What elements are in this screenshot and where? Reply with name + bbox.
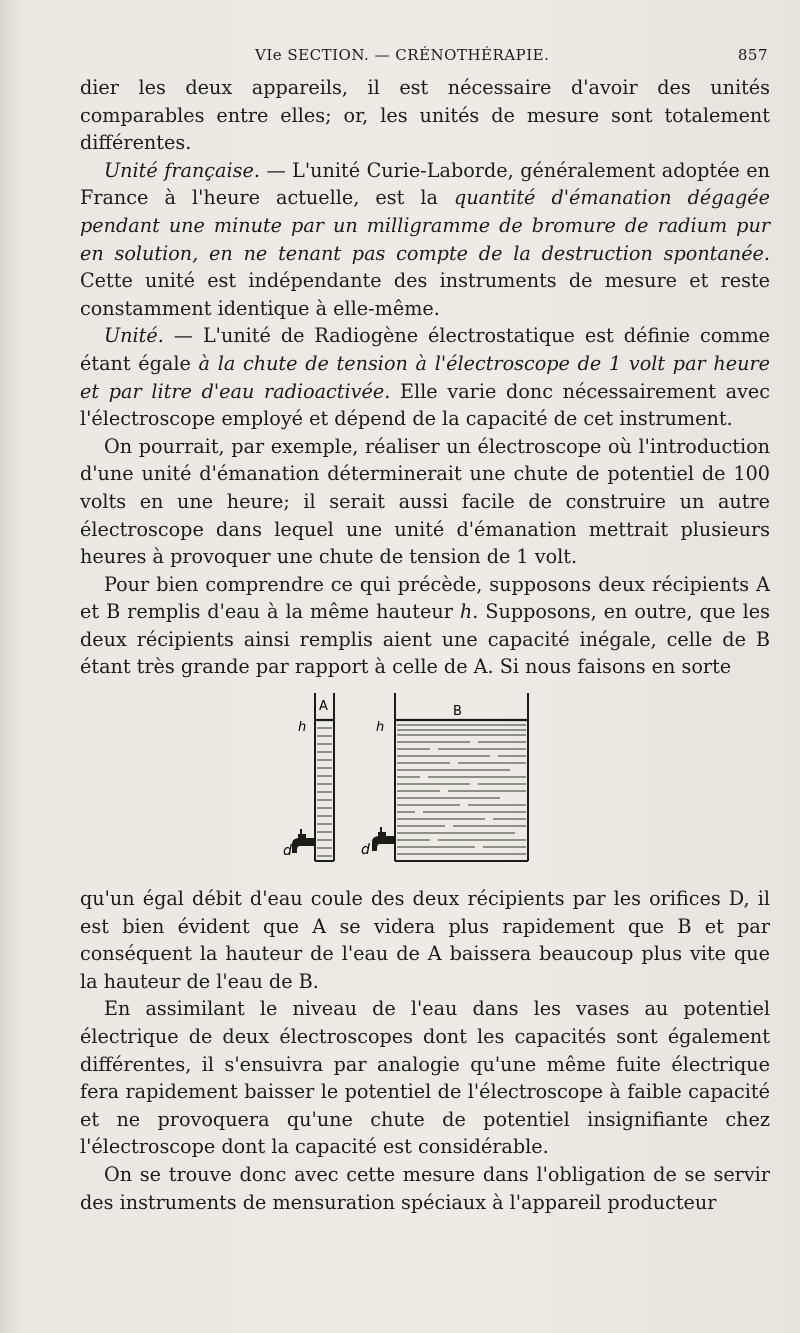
- paragraph: [80, 1161, 770, 1216]
- vessel-label-a: A: [319, 699, 328, 714]
- vessels-figure: [270, 688, 540, 873]
- orifice-label-b: d: [361, 842, 370, 858]
- text-run: dier les deux appareils, il est nécessaire d'avoir des unités comparables entre elles; or, les unités de mesure sont totalement différentes.: [80, 76, 770, 155]
- text-run: En assimilant le niveau de l'eau dans les vases au potentiel électrique de deux électroscopes dont les capacités sont également différentes, il s'ensuivra par analogie qu'une même fuite électrique fera rapidement baisser le potentiel de l'électroscope à faible capacité et ne provoquera qu'une chute de potentiel insignifiante chez l'électroscope dont la capacité est considérable.: [80, 997, 770, 1159]
- paragraph: [80, 885, 770, 995]
- italic-run: h: [459, 600, 473, 624]
- text-run: On se trouve donc avec cette mesure dans l'obligation de se servir des instruments de mensuration spéciaux à l'appareil producteur: [80, 1162, 770, 1214]
- paragraph: [80, 995, 770, 1161]
- water-b: [396, 720, 527, 854]
- tap-a-icon: [292, 829, 315, 853]
- vessel-label-b: B: [453, 704, 462, 719]
- tap-b-icon: [372, 827, 395, 851]
- section-title: VIe SECTION. — CRÉNOTHÉRAPIE.: [255, 46, 550, 64]
- text-run: qu'un égal débit d'eau coule des deux récipients par les orifices D, il est bien évident que A se videra plus rapidement que B et par conséquent la hauteur de l'eau de A baissera beaucoup plus vite que la hauteur de l'eau de B.: [80, 887, 770, 993]
- italic-run: Unité.: [104, 324, 164, 348]
- paragraph: [80, 571, 770, 681]
- text-run: Elle varie donc nécessairement avec l'électroscope employé et dépend de la capacité de cet instrument.: [80, 379, 771, 431]
- running-header: [80, 46, 768, 72]
- italic-run: quantité d'émanation dégagée pendant une minute par un milligramme de bromure de radium pur en solution, en ne tenant pas compte de la destruction spontanée.: [80, 186, 770, 265]
- water-a: [316, 720, 333, 856]
- paragraph: [80, 433, 770, 571]
- text-block-top: [80, 74, 770, 681]
- paragraph: [80, 157, 770, 323]
- vessel-a: [283, 693, 334, 861]
- vessel-b: [361, 693, 528, 861]
- text-run: — L'unité Curie-Laborde, généralement adoptée en France à l'heure actuelle, est la: [80, 158, 770, 210]
- text-run: — L'unité de Radiogène électrostatique est définie comme étant égale: [80, 324, 770, 375]
- italic-run: Unité française.: [104, 158, 260, 182]
- height-label-b: h: [376, 720, 385, 735]
- page-number: 857: [737, 46, 768, 64]
- text-block-bottom: [80, 885, 770, 1216]
- orifice-label-a: d: [283, 843, 292, 859]
- paragraph: [80, 74, 770, 157]
- height-label-a: h: [298, 720, 307, 735]
- text-run: On pourrait, par exemple, réaliser un électroscope où l'introduction d'une unité d'émanation déterminerait une chute de potentiel de 100 volts en une heure; il serait aussi facile de construire un autre électroscope dans lequel une unité d'émanation mettrait plusieurs heures à provoquer une chute de tension de 1 volt.: [80, 434, 770, 569]
- italic-run: à la chute de tension à l'électroscope de 1 volt par heure et par litre d'eau radioactivée.: [80, 351, 770, 403]
- text-run: . Supposons, en outre, que les deux récipients ainsi remplis aient une capacité inégale, celle de B étant très grande par rapport à celle de A. Si nous faisons en sorte: [80, 600, 770, 679]
- text-run: Pour bien comprendre ce qui précède, supposons deux récipients A et B remplis d'eau à la même hauteur: [80, 572, 770, 624]
- text-run: Cette unité est indépendante des instruments de mesure et reste constamment identique à elle-même.: [80, 269, 770, 320]
- paragraph: [80, 322, 770, 432]
